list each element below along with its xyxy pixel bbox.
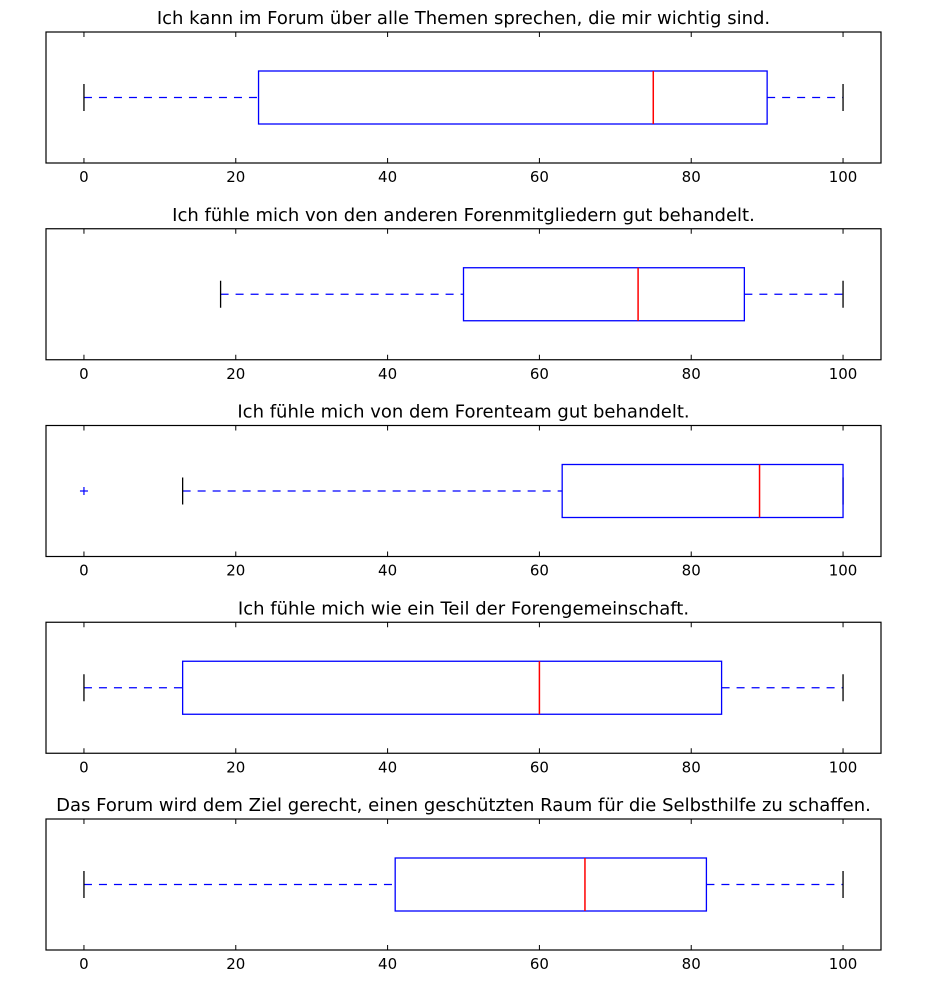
x-tick-label: 40 [378, 364, 398, 383]
x-tick-label: 40 [378, 758, 398, 777]
x-tick-label: 0 [79, 758, 89, 777]
x-tick-label: 20 [226, 364, 246, 383]
x-tick-label: 40 [378, 168, 398, 186]
chart-title: Das Forum wird dem Ziel gerecht, einen geschützten Raum für die Selbsthilfe zu schaffen. [56, 795, 871, 816]
iqr-box [183, 661, 722, 714]
outlier-marker [80, 487, 88, 495]
x-tick-label: 80 [681, 561, 701, 580]
x-tick-label: 0 [79, 364, 89, 383]
x-tick-label: 80 [681, 955, 701, 973]
chart-title: Ich fühle mich wie ein Teil der Forengemeinschaft. [237, 598, 690, 620]
x-tick-label: 100 [828, 364, 858, 383]
boxplot-panel-2 [46, 205, 881, 383]
x-tick-label: 60 [529, 758, 549, 777]
chart-title: Ich fühle mich von dem Forenteam gut behandelt. [237, 401, 690, 423]
iqr-box [464, 268, 745, 321]
x-tick-label: 100 [828, 168, 858, 186]
x-tick-label: 100 [828, 758, 858, 777]
x-tick-label: 100 [828, 561, 858, 580]
iqr-box [562, 465, 843, 518]
x-tick-label: 20 [226, 955, 246, 973]
x-tick-label: 100 [828, 955, 858, 973]
iqr-box [395, 858, 706, 911]
iqr-box [259, 71, 768, 124]
x-tick-label: 0 [79, 561, 89, 580]
axes-frame [46, 426, 881, 557]
x-tick-label: 60 [529, 168, 549, 186]
boxplot-panel-5 [46, 795, 881, 973]
x-tick-label: 0 [79, 955, 89, 973]
x-tick-label: 20 [226, 758, 246, 777]
x-tick-label: 80 [681, 364, 701, 383]
x-tick-label: 60 [529, 955, 549, 973]
boxplot-panel-3 [46, 402, 881, 580]
x-tick-label: 20 [226, 168, 246, 186]
x-tick-label: 20 [226, 561, 246, 580]
x-tick-label: 60 [529, 561, 549, 580]
chart-title: Ich fühle mich von den anderen Forenmitgliedern gut behandelt. [172, 204, 755, 226]
x-tick-label: 0 [79, 168, 89, 186]
x-tick-label: 60 [529, 364, 549, 383]
chart-title: Ich kann im Forum über alle Themen sprechen, die mir wichtig sind. [156, 8, 771, 29]
boxplot-panel-1 [46, 8, 881, 186]
boxplot-panel-4 [46, 598, 881, 776]
axes-frame [46, 32, 881, 163]
x-tick-label: 80 [681, 168, 701, 186]
x-tick-label: 40 [378, 955, 398, 973]
x-tick-label: 80 [681, 758, 701, 777]
x-tick-label: 40 [378, 561, 398, 580]
